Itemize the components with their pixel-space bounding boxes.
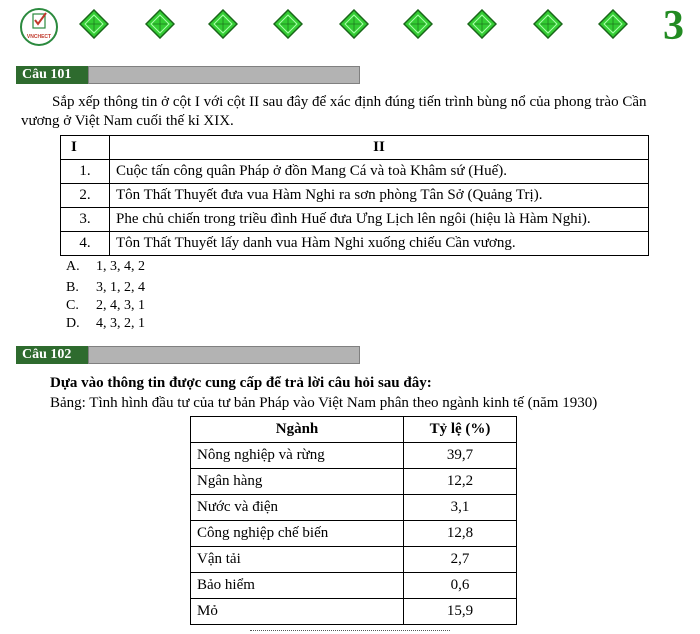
table-row [191,521,517,547]
row-text: Cuộc tấn công quân Pháp ở đồn Mang Cá và toà Khâm sứ (Huế). [110,160,649,184]
prompt-line-1: Sắp xếp thông tin ở cột I với cột II sau đây để xác định đúng tiến trình bùng nổ của phong trào Cần [52,94,647,110]
value-cell: 12,8 [404,521,517,547]
question-label: Câu 102 [16,346,88,364]
diamond-ornament-icon [273,9,303,39]
option-letter: C. [66,298,79,313]
row-number: 1. [61,160,110,184]
diamond-ornament-icon [79,9,109,39]
table-row [191,599,517,625]
row-text: Tôn Thất Thuyết đưa vua Hàm Nghi ra sơn phòng Tân Sở (Quảng Trị). [110,184,649,208]
diamond-ornament-icon [339,9,369,39]
column-header: I [61,136,110,160]
option-text: 4, 3, 2, 1 [96,316,145,331]
table-row [61,160,649,184]
value-cell: 2,7 [404,547,517,573]
question-101-header [16,66,360,84]
option-text: 1, 3, 4, 2 [96,259,145,274]
investment-table [190,416,517,625]
table-header-row [61,136,649,160]
value-cell: 12,2 [404,469,517,495]
table-row [61,208,649,232]
question-header-bar [88,66,360,84]
value-cell: 15,9 [404,599,517,625]
question-label: Câu 101 [16,66,88,84]
question-102-header [16,346,360,364]
page-number: 3 [663,3,684,49]
diamond-ornament-icon [208,9,238,39]
option-letter: B. [66,280,79,295]
column-header: II [110,136,649,160]
sector-cell: Nông nghiệp và rừng [191,443,404,469]
row-number: 2. [61,184,110,208]
diamond-ornament-icon [145,9,175,39]
option-text: 2, 4, 3, 1 [96,298,145,313]
option-letter: D. [66,316,80,331]
sector-cell: Vận tải [191,547,404,573]
sector-cell: Mỏ [191,599,404,625]
diamond-ornament-icon [403,9,433,39]
answer-option-b[interactable] [66,279,145,296]
table-row [191,573,517,599]
matching-table [60,135,649,256]
sector-cell: Bảo hiểm [191,573,404,599]
question-instruction: Dựa vào thông tin được cung cấp để trả lời câu hỏi sau đây: [50,375,432,391]
column-header: Tỷ lệ (%) [404,417,517,443]
answer-option-d[interactable] [66,315,145,332]
answer-option-a[interactable] [66,258,145,275]
value-cell: 39,7 [404,443,517,469]
checkmark-logo-icon [24,10,54,34]
table-caption: Bảng: Tình hình đầu tư của tư bản Pháp vào Việt Nam phân theo ngành kinh tế (năm 1930) [50,395,598,411]
question-prompt-continued [21,112,681,131]
table-header-row [191,417,517,443]
diamond-ornament-icon [533,9,563,39]
table-row [61,184,649,208]
logo [20,8,58,46]
column-header: Ngành [191,417,404,443]
table-row [191,495,517,521]
table-row [61,232,649,256]
logo-text: VNCHECT [26,34,52,40]
diamond-ornament-icon [467,9,497,39]
prompt-line-2: vương ở Việt Nam cuối thế kỉ XIX. [21,113,234,129]
value-cell: 0,6 [404,573,517,599]
truncated-text-line [250,630,450,632]
row-text: Phe chủ chiến trong triều đình Huế đưa Ưng Lịch lên ngôi (hiệu là Hàm Nghi). [110,208,649,232]
sector-cell: Nước và điện [191,495,404,521]
answer-option-c[interactable] [66,297,145,314]
row-text: Tôn Thất Thuyết lấy danh vua Hàm Nghi xuống chiếu Cần vương. [110,232,649,256]
table-row [191,469,517,495]
row-number: 4. [61,232,110,256]
option-letter: A. [66,259,80,274]
sector-cell: Ngân hàng [191,469,404,495]
option-text: 3, 1, 2, 4 [96,280,145,295]
question-prompt [52,93,692,112]
table-row [191,547,517,573]
sector-cell: Công nghiệp chế biến [191,521,404,547]
row-number: 3. [61,208,110,232]
value-cell: 3,1 [404,495,517,521]
question-header-bar [88,346,360,364]
diamond-ornament-icon [598,9,628,39]
table-row [191,443,517,469]
page-header [0,0,700,54]
